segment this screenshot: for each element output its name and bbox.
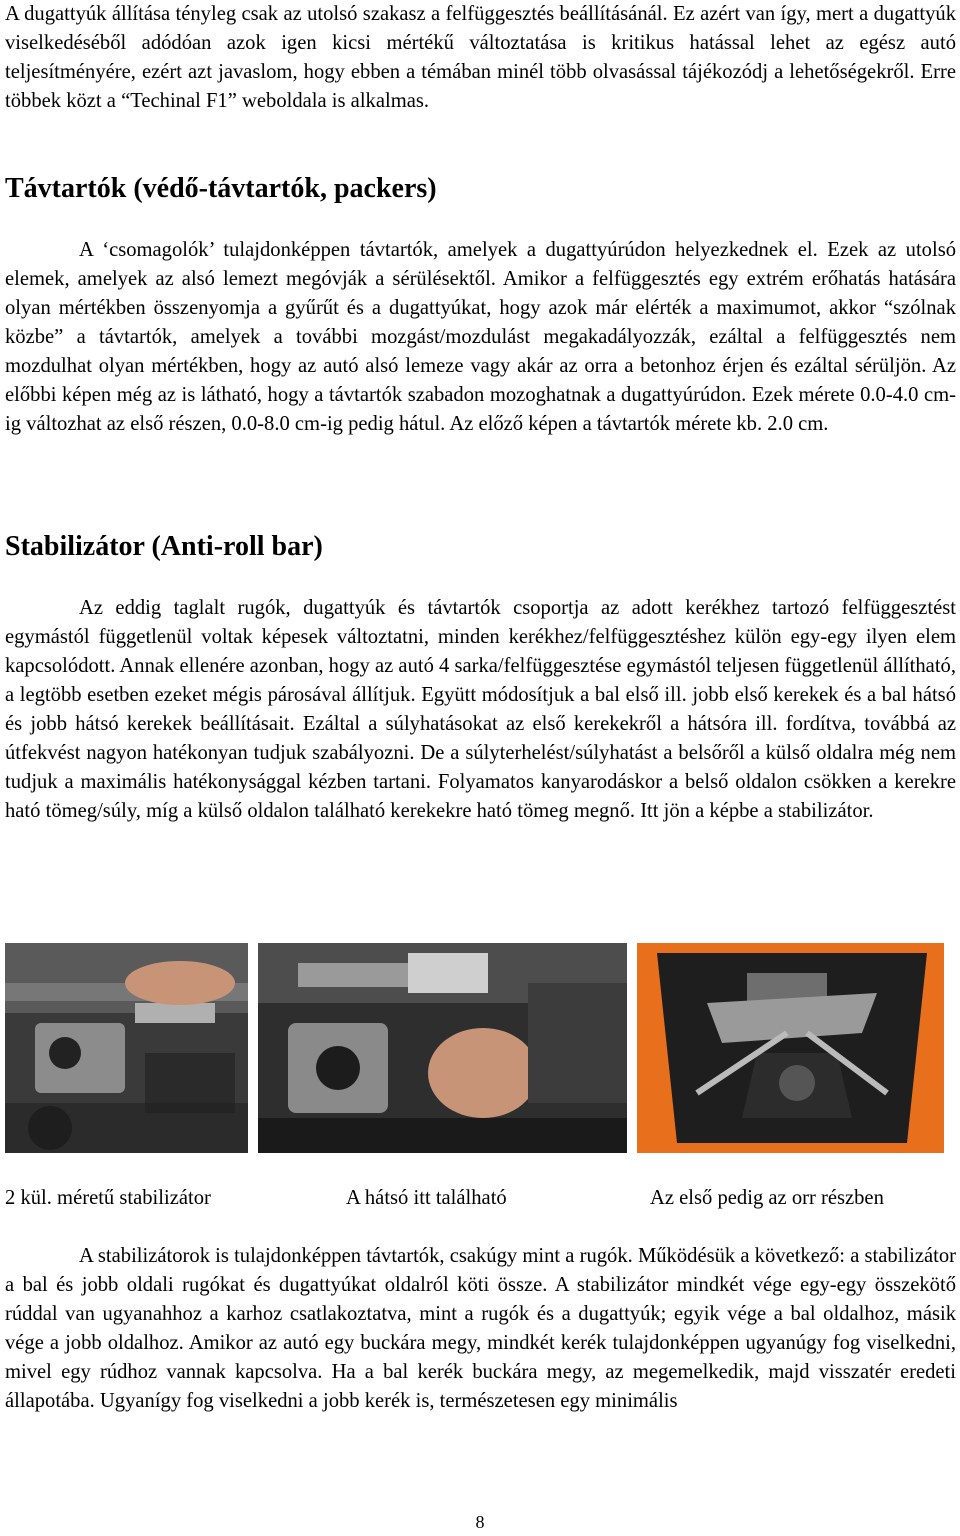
page-number: 8 [475, 1512, 485, 1532]
caption-photo-rear: A hátsó itt található [346, 1187, 507, 1209]
paragraph-stabilizer: A stabilizátorok is tulajdonképpen távtartók, csakúgy mint a rugók. Működésük a következő: a stabilizátor a bal és jobb oldali rugókat és dugattyúkat oldalról köti össze. A stabilizátor mindkét vége egy-egy összekötő rúddal van ugyanahhoz a karhoz csatlakoztatva, mint a rugók és a dugattyúk; egyik vége a bal oldalhoz, másik vége a jobb oldalhoz. Amikor az autó egy buckára megy, mindkét kerék tulajdonképpen ugyanúgy fog viselkedni, mivel egy rúdhoz vannak kapcsolva. Ha a bal kerék buckára megy, az megemelkedik, majd visszatér eredeti állapotába. Ugyanígy fog viselkedni a jobb kerék is, természetesen egy minimális [5, 1245, 956, 1412]
paragraph-intro: A dugattyúk állítása tényleg csak az utolsó szakasz a felfüggesztés beállításánál. Ez azért van így, mert a dugattyúk viselkedéséből adódóan azok igen kicsi mértékű változtatása is kritikus hatással lehet az egész autó teljesítményére, ezért azt javaslom, hogy ebben a témában minél több olvasással tájékozódj a lehetőségekről. Erre többek közt a “Techinal F1” weboldala is alkalmas. [5, 3, 956, 112]
heading-antiroll: Stabilizátor (Anti-roll bar) [5, 531, 323, 562]
paragraph-antiroll: Az eddig taglalt rugók, dugattyúk és távtartók csoportja az adott kerékhez tartozó felfüggesztést egymástól függetlenül voltak képesek változtatni, minden kerékhez/felfüggesztéshez külön egy-egy ilyen elem kapcsolódott. Annak ellenére azonban, hogy az autó 4 sarka/felfüggesztése egymástól teljesen függetlenül állítható, a legtöbb esetben ezeket mégis párosával állítjuk. Együtt módosítjuk a bal első ill. jobb első kerekek és a bal hátsó és jobb hátsó kerekek beállításait. Ezáltal a súlyhatásokat az első kerekekről a hátsóra ill. fordítva, továbbá az útfekvést nagyon hatékonyan tudjuk szabályozni. De a súlyterhelést/súlyhatást a belsőről a külső oldalra még nem tudjuk a maximális hatékonysággal kézben tartani. Folyamatos kanyarodáskor a belső oldalon csökken a kerekre ható tömeg/súly, míg a külső oldalon található kerekekre ható tömeg megnő. Itt jön a képbe a stabilizátor. [5, 597, 956, 822]
heading-packers: Távtartók (védő-távtartók, packers) [5, 173, 437, 204]
caption-photo-stabilizers: 2 kül. méretű stabilizátor [5, 1187, 211, 1209]
caption-photo-front: Az első pedig az orr részben [650, 1187, 884, 1209]
photo-stabilizers [5, 943, 248, 1153]
photo-front-stabilizer [637, 943, 944, 1153]
paragraph-packers: A ‘csomagolók’ tulajdonképpen távtartók, amelyek a dugattyúrúdon helyezkednek el. Ezek az utolsó elemek, amelyek az alsó lemezt megóvják a sérülésektől. Amikor a felfüggesztés egy extrém erőhatás hatására olyan mértékben összenyomja a gyűrűt és a dugattyúkat, hogy azok már elérték a maximumot, akkor “szólnak közbe” a távtartók, amelyek a további mozgást/mozdulást megakadályozzák, ezáltal a felfüggesztés nem mozdulhat olyan mértékben, hogy az autó alsó lemeze vagy akár az orra a betonhoz érjen és ezáltal sérüljön. Az előbbi képen még az is látható, hogy a távtartók szabadon mozoghatnak a dugattyúrúdon. Ezek mérete 0.0-4.0 cm-ig változhat az első részen, 0.0-8.0 cm-ig pedig hátul. Az előző képen a távtartók mérete kb. 2.0 cm. [5, 239, 956, 435]
photo-rear-stabilizer [258, 943, 627, 1153]
